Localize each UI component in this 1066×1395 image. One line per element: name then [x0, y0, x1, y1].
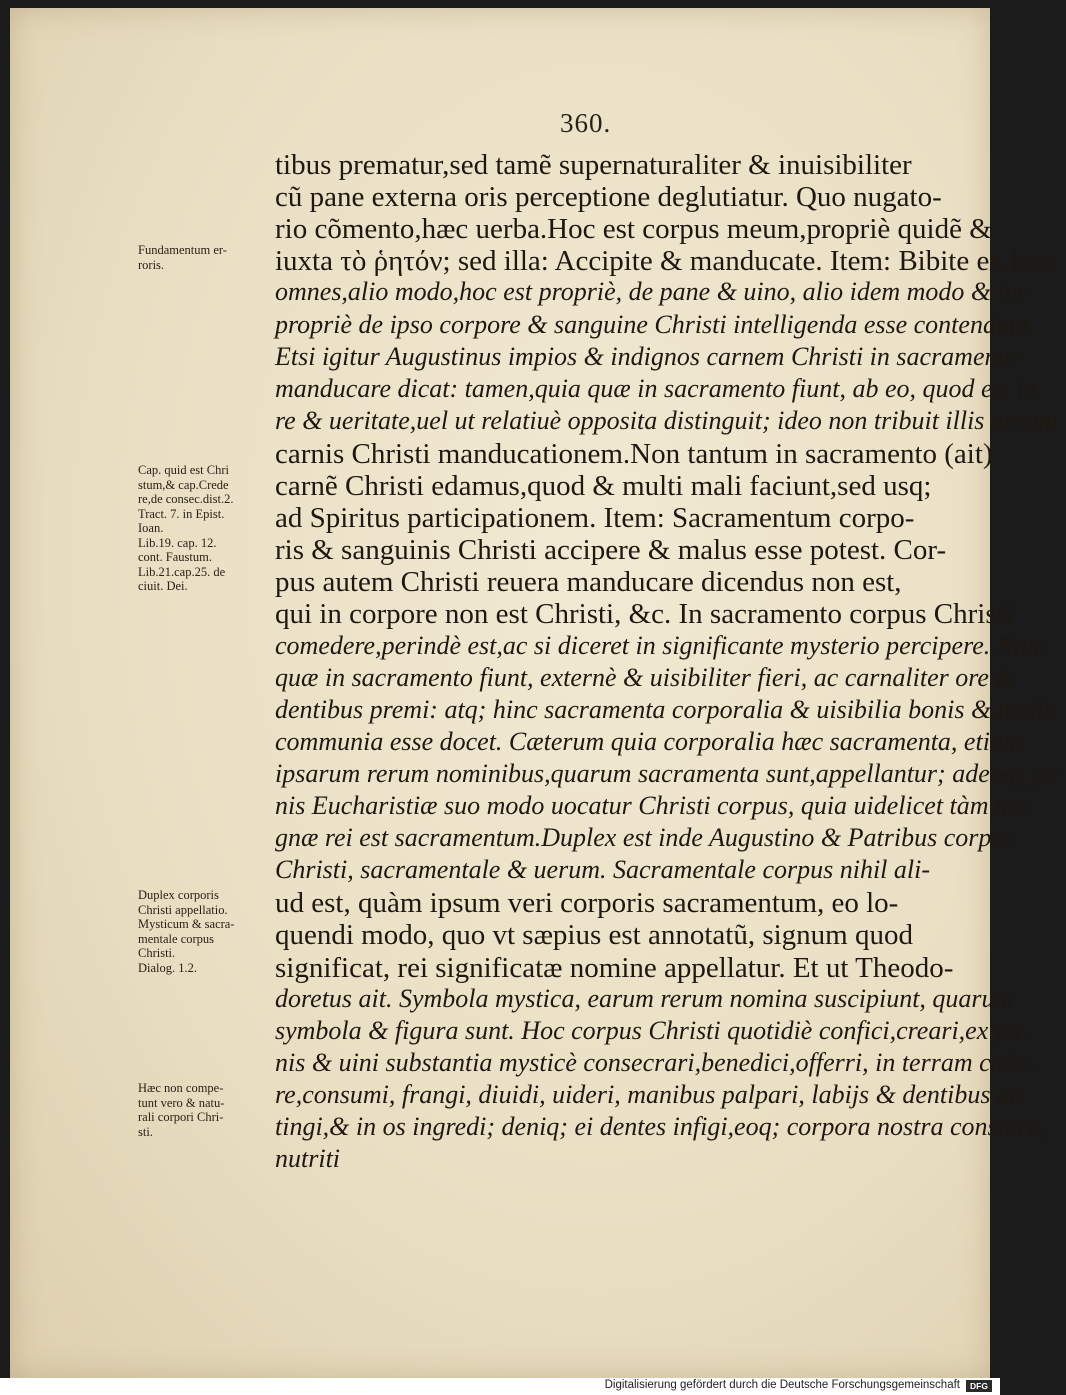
text-line: dentibus premi: atq; hinc sacramenta corporalia & uisibilia bonis & malis [275, 694, 1055, 724]
text-line: ud est, quàm ipsum veri corporis sacramentum, eo lo- [275, 887, 899, 920]
marginal-note-line: tunt vero & natu- [138, 1095, 225, 1110]
text-line: pus autem Christi reuera manducare dicendus non est, [275, 566, 902, 599]
book-page [10, 8, 1066, 1378]
text-line: nis Eucharistiæ suo modo uocatur Christi corpus, quia uidelicet tàm ma- [275, 791, 1036, 820]
text-line: symbola & figura sunt. Hoc corpus Christi quotidiè confici,creari,ex pa- [275, 1015, 1030, 1045]
text-line: re & ueritate,uel ut relatiuè opposita distinguit; ideo non tribuit illis ueram [275, 405, 1058, 435]
text-line: nis & uini substantia mysticè consecrari,benedici,offerri, in terram cade- [275, 1047, 1037, 1077]
text-line: quæ in sacramento fiunt, externè & uisibiliter fieri, ac carnaliter ore & [275, 662, 1016, 692]
text-line: propriè de ipso corpore & sanguine Christi intelligenda esse contendunt. [275, 309, 1036, 339]
text-line: quendi modo, quo vt sæpius est annotatũ, signum quod [275, 919, 913, 952]
text-line: tibus prematur,sed tamẽ supernaturaliter & inuisibiliter [275, 149, 912, 181]
marginal-note-line: Dialog. 1.2. [138, 960, 198, 975]
text-line: ris & sanguinis Christi accipere & malus esse potest. Cor- [275, 534, 947, 567]
text-line: communia esse docet. Cæterum quia corporalia hæc sacramenta, etiam [275, 726, 1022, 756]
text-line: iuxta τὸ ῥητόν; sed illa: Accipite & manducate. Item: Bibite ex hoc [275, 245, 1053, 278]
page-number: 360. [560, 108, 612, 138]
marginal-note-line: Lib.19. cap. 12. [138, 535, 217, 550]
text-line: tingi,& in os ingredi; deniq; ei dentes infigi,eoq; corpora nostra constare, [275, 1112, 1046, 1141]
marginal-note-line: Cap. quid est Chri [138, 463, 229, 477]
marginal-note-line: Christi. [138, 946, 176, 960]
marginal-note-line: Ioan. [138, 521, 164, 535]
marginal-note-line: Christi appellatio. [138, 902, 228, 917]
marginal-note-line: ciuit. Dei. [138, 579, 188, 593]
text-line: cũ pane externa oris perceptione deglutiatur. Quo nugato- [275, 181, 942, 214]
text-line: re,consumi, frangi, diuidi, uideri, manibus palpari, labijs & dentibus at- [275, 1079, 1026, 1109]
dfg-logo-icon: DFG [966, 1380, 992, 1392]
text-line: nutriti [275, 1144, 341, 1174]
text-line: Christi, sacramentale & uerum. Sacramentale corpus nihil ali- [275, 855, 931, 885]
text-line: gnæ rei est sacramentum.Duplex est inde Augustino & Patribus corpus [275, 823, 1015, 853]
marginal-note-line: sti. [138, 1124, 153, 1139]
marginal-note-line: stum,& cap.Crede [138, 477, 229, 492]
marginal-note-line: rali corpori Chri- [138, 1110, 224, 1124]
footer-credit: Digitalisierung gefördert durch die Deutsche Forschungsgemeinschaft [604, 1379, 960, 1391]
footer-bar [0, 1378, 1000, 1395]
text-line: comedere,perindè est,ac si diceret in significante mysterio percipere. Nam [275, 630, 1046, 660]
marginal-note-line: Hæc non compe- [138, 1081, 224, 1095]
text-line: ad Spiritus participationem. Item: Sacramentum corpo- [275, 502, 915, 535]
text-line: doretus ait. Symbola mystica, earum rerum nomina suscipiunt, quarum [275, 983, 1014, 1013]
marginal-note-line: Tract. 7. in Epist. [138, 506, 225, 521]
text-line: manducare dicat: tamen,quia quæ in sacramento fiunt, ab eo, quod est in [275, 373, 1037, 403]
text-line: significat, rei significatæ nomine appellatur. Et ut Theodo- [275, 951, 954, 984]
marginal-note-line: Mysticum & sacra- [138, 917, 235, 931]
marginal-note-line: re,de consec.dist.2. [138, 492, 234, 506]
text-line: qui in corpore non est Christi, &c. In sacramento corpus Christi [275, 598, 1013, 631]
marginal-note-line: mentale corpus [138, 931, 215, 946]
marginal-note-line: roris. [138, 257, 165, 272]
text-line: carnis Christi manducationem.Non tantum in sacramento (ait) [275, 437, 993, 470]
text-line: Etsi igitur Augustinus impios & indignos carnem Christi in sacramento [275, 341, 1018, 371]
text-line: omnes,alio modo,hoc est propriè, de pane & uino, alio idem modo & im- [275, 277, 1033, 307]
text-line: rio cõmento,hæc uerba.Hoc est corpus meum,propriè quidẽ & [275, 213, 992, 246]
text-line: ipsarum rerum nominibus,quarum sacramenta sunt,appellantur; adeoq; pa- [275, 758, 1066, 788]
marginal-note-line: Fundamentum er- [138, 243, 227, 257]
marginal-note-line: cont. Faustum. [138, 550, 212, 564]
marginal-note-line: Duplex corporis [138, 888, 219, 902]
marginal-note-line: Lib.21.cap.25. de [138, 564, 226, 579]
text-line: carnẽ Christi edamus,quod & multi mali faciunt,sed usq; [275, 470, 932, 502]
